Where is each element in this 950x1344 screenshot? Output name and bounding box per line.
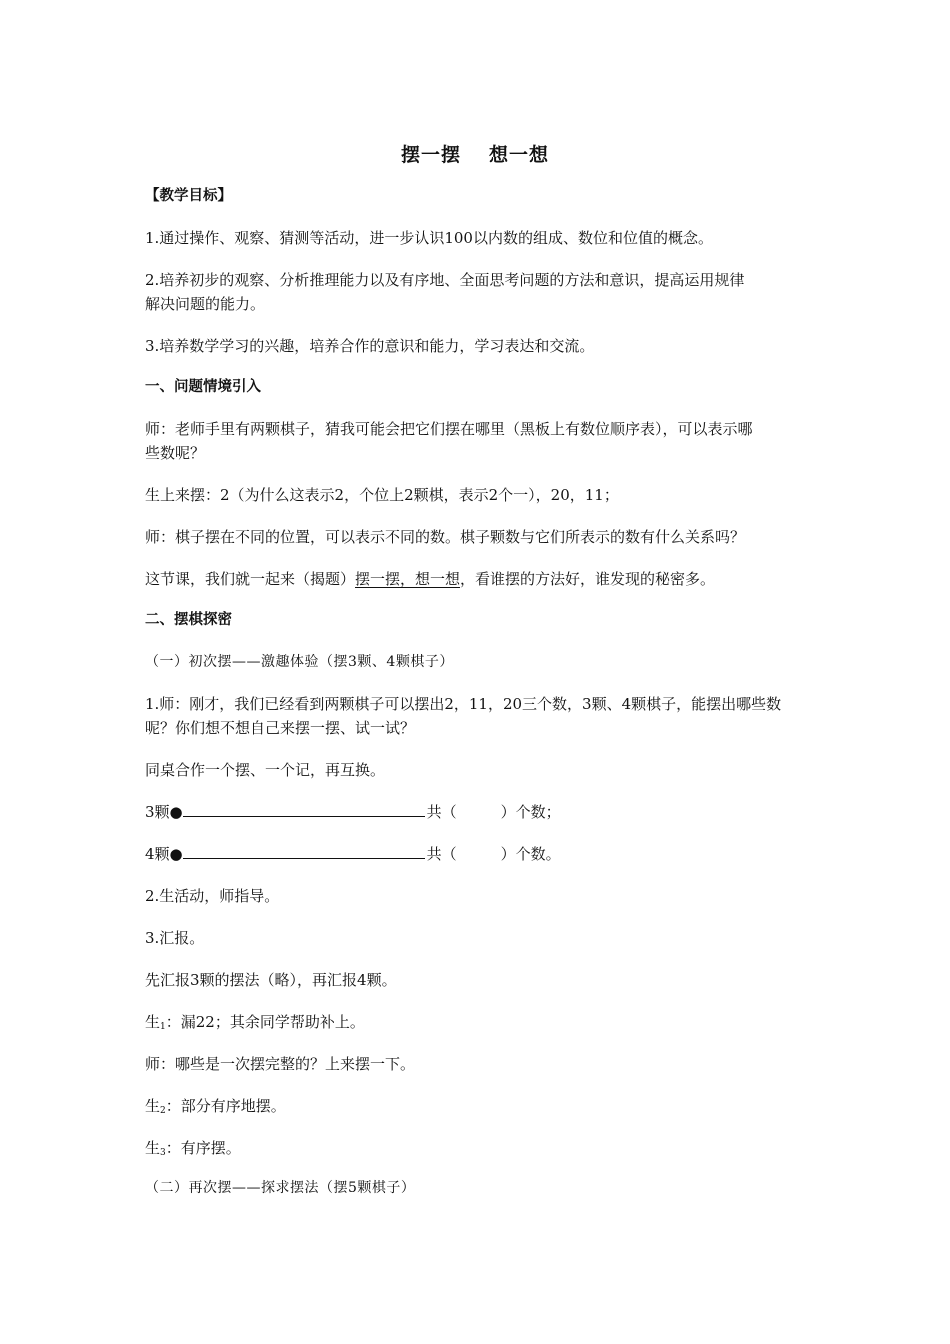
objective-3: 3.培养数学学习的兴趣，培养合作的意识和能力，学习表达和交流。 (145, 337, 595, 355)
paragraph-4-text-b: ，看谁摆的方法好，谁发现的秘密多。 (460, 570, 716, 588)
paragraph-13 (145, 1135, 815, 1166)
section-1-heading: 一、问题情境引入 (145, 379, 261, 395)
paragraph-11: 师：哪些是一次摆完整的？上来摆一下。 (145, 1055, 416, 1073)
paragraph-6: 同桌合作一个摆、一个记，再互换。 (145, 761, 386, 779)
paragraph-10 (145, 1009, 815, 1040)
paragraph-12-text: ：部分有序地摆。 (165, 1097, 286, 1115)
objective-2-line-1: 2.培养初步的观察、分析推理能力以及有序地、全面思考问题的方法和意识，提高运用规律 (145, 271, 745, 289)
fill-1-total-open: 共（ (426, 803, 457, 821)
title-part-2: 想一想 (489, 144, 550, 166)
paragraph-4 (145, 566, 815, 592)
fill-in-line-4 (145, 841, 815, 867)
fill-1-blank (183, 802, 425, 817)
subsection-2-heading: （二）再次摆——探求摆法（摆5颗棋子） (145, 1180, 416, 1196)
paragraph-10-text: ：漏22；其余同学帮助补上。 (165, 1013, 365, 1031)
objective-1: 1.通过操作、观察、猜测等活动，进一步认识100以内数的组成、数位和位值的概念。 (145, 229, 713, 247)
student-label: 生 (145, 1097, 161, 1115)
fill-1-label: 3颗● (145, 803, 183, 821)
page-title (0, 140, 950, 167)
paragraph-9: 先汇报3颗的摆法（略），再汇报4颗。 (145, 971, 397, 989)
paragraph-4-text-a: 这节课，我们就一起来（揭题） (145, 570, 356, 588)
fill-2-label: 4颗● (145, 845, 183, 863)
paragraph-1-line-2: 些数呢？ (145, 444, 206, 462)
paragraph-13-text: ：有序摆。 (165, 1139, 241, 1157)
paragraph-3: 师：棋子摆在不同的位置，可以表示不同的数。棋子颗数与它们所表示的数有什么关系吗？ (145, 528, 746, 546)
paragraph-5-line-1: 1.师：刚才，我们已经看到两颗棋子可以摆出2，11，20三个数，3颗、4颗棋子，能摆出哪些数 (145, 695, 782, 713)
section-2-heading: 二、摆棋探密 (145, 612, 232, 628)
paragraph-4-underlined-title: 摆一摆，想一想 (355, 570, 461, 588)
paragraph-7: 2.生活动，师指导。 (145, 887, 280, 905)
student-label: 生 (145, 1013, 161, 1031)
paragraph-8: 3.汇报。 (145, 929, 205, 947)
objective-2-line-2: 解决问题的能力。 (145, 295, 266, 313)
paragraph-1-line-1: 师：老师手里有两颗棋子，猜我可能会把它们摆在哪里（黑板上有数位顺序表），可以表示哪 (145, 420, 753, 438)
fill-1-total-close: ）个数； (500, 803, 561, 821)
student-subscript: 2 (160, 1106, 166, 1116)
objectives-heading: 【教学目标】 (145, 188, 232, 204)
title-part-1: 摆一摆 (400, 144, 461, 166)
fill-2-total-close: ）个数。 (500, 845, 561, 863)
paragraph-12 (145, 1093, 815, 1124)
paragraph-5-line-2: 呢？你们想不想自己来摆一摆、试一试？ (145, 719, 416, 737)
fill-in-line-3 (145, 799, 815, 825)
student-subscript: 3 (160, 1148, 166, 1158)
fill-2-blank (183, 844, 425, 859)
student-subscript: 1 (160, 1022, 166, 1032)
paragraph-2: 生上来摆：2（为什么这表示2，个位上2颗棋，表示2个一），20，11； (145, 486, 619, 504)
subsection-1-heading: （一）初次摆——激趣体验（摆3颗、4颗棋子） (145, 654, 454, 670)
fill-2-total-open: 共（ (426, 845, 457, 863)
student-label: 生 (145, 1139, 161, 1157)
